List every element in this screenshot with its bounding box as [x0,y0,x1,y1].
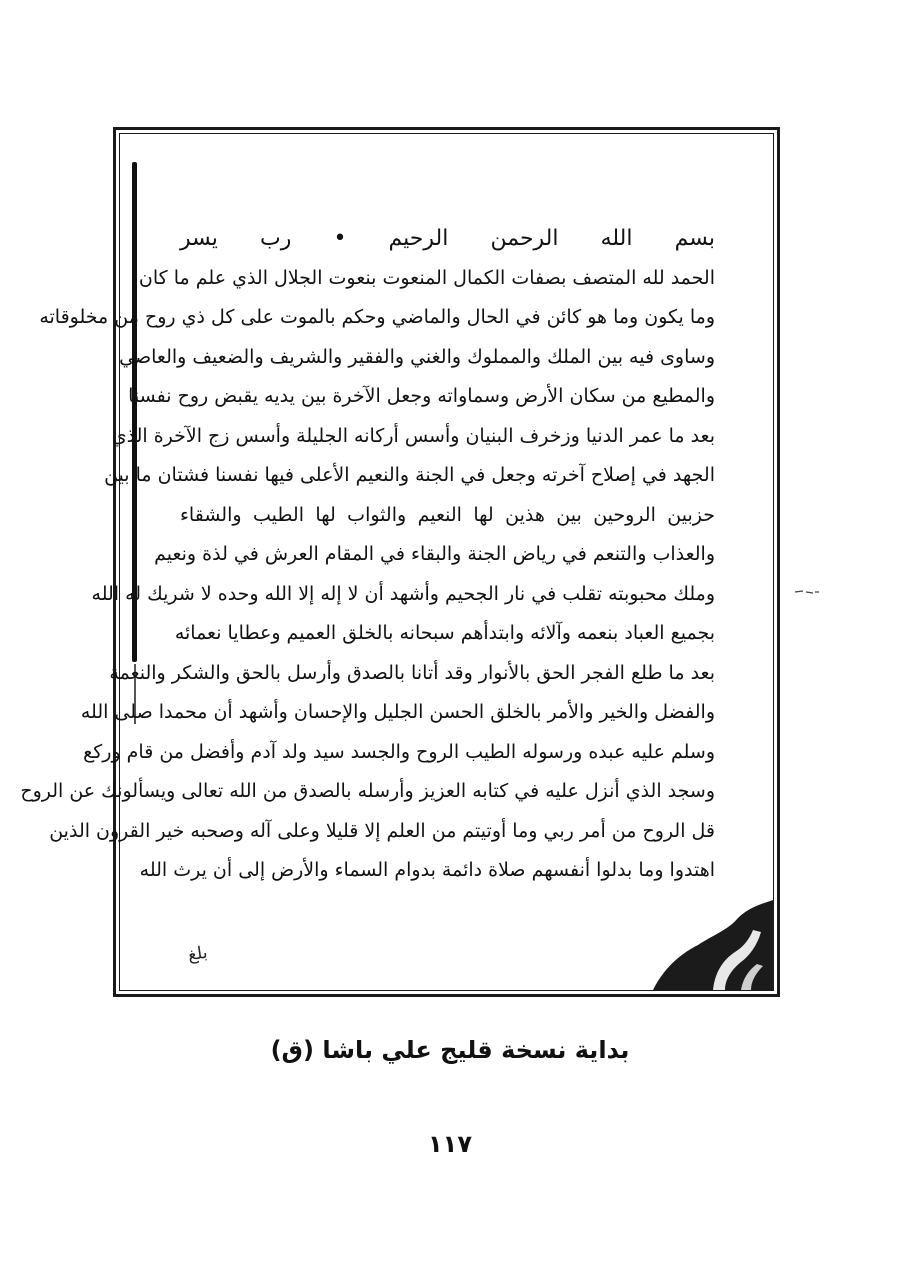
manuscript-line-basmala: بسم الله الرحمن الرحيم • رب يسر [180,226,715,251]
manuscript-line: الجهد في إصلاح آخرته وجعل في الجنة والنعيم الأعلى فيها نفسنا فشتان ما بين [104,464,715,486]
manuscript-line: اهتدوا وما بدلوا أنفسهم صلاة دائمة بدوام السماء والأرض إلى أن يرث الله [139,859,715,881]
manuscript-text-block [20,219,715,891]
manuscript-line: والفضل والخير والأمر بالخلق الحسن الجليل والإحسان وأشهد أن محمدا صلى الله [80,701,715,723]
manuscript-line: وسجد الذي أنزل عليه في كتابه العزيز وأرسله بالصدق من الله تعالى ويسألونك عن الروح [20,780,715,802]
manuscript-line: وملك محبوبته تقلب في نار الجحيم وأشهد أن لا إله إلا الله وحده لا شريك له الله [91,582,715,605]
manuscript-line: وساوى فيه بين الملك والمملوك والغني والفقير والشريف والضعيف والعاصي [119,345,715,368]
page-corner-damage [653,900,773,990]
figure-caption: بداية نسخة قليج علي باشا (ق) [270,1036,630,1064]
manuscript-line: بعد ما عمر الدنيا وزخرف البنيان وأسس أركانه الجليلة وأسس زج الآخرة الذي [111,424,715,447]
manuscript-line: حزبين الروحين بين هذين لها النعيم والثواب لها الطيب والشقاء [180,503,715,526]
manuscript-line: وسلم عليه عبده ورسوله الطيب الروح والجسد سيد ولد آدم وأفضل من قام وركع [83,740,715,763]
manuscript-page [20,133,774,991]
manuscript-image-frame [20,127,780,997]
manuscript-line: قل الروح من أمر ربي وما أوتيتم من العلم إلا قليلا وعلى آله وصحبه خير القرون الذين [49,819,715,842]
margin-tick-mark [795,589,819,595]
manuscript-line: بجميع العباد بنعمه وآلائه وابتدأهم سبحانه بالخلق العميم وعطايا نعمائه [174,622,715,644]
page-number: ١١٧ [428,1130,472,1158]
margin-note: بلغ [186,942,209,966]
manuscript-line: والعذاب والتنعم في رياض الجنة والبقاء في المقام العرش في لذة ونعيم [154,543,715,565]
manuscript-line: وما يكون وما هو كائن في الحال والماضي وحكم بالموت على كل ذي روح من مخلوقاته [39,306,715,328]
manuscript-line: بعد ما طلع الفجر الحق بالأنوار وقد أتانا بالصدق وأرسل بالحق والشكر والنعمة [109,661,715,684]
manuscript-line: والمطيع من سكان الأرض وسماواته وجعل الآخرة بين يديه يقبض روح نفسنا [128,385,715,407]
manuscript-line: الحمد لله المتصف بصفات الكمال المنعوت بنعوت الجلال الذي علم ما كان [138,266,715,289]
